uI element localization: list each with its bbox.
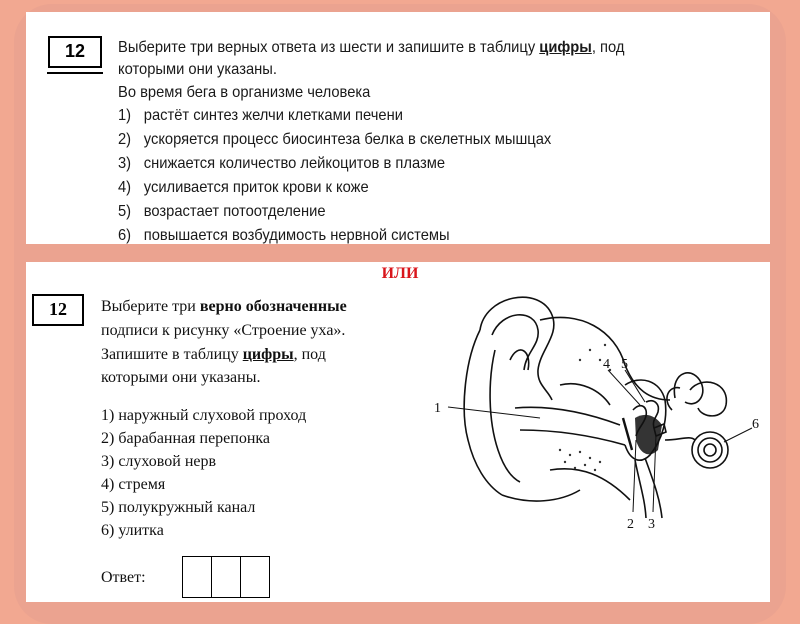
answer-cell-2[interactable] <box>211 556 241 598</box>
top-instruction-bold: цифры <box>539 39 592 56</box>
or-separator: ИЛИ <box>381 265 419 282</box>
auditory-canal-upper <box>515 407 620 425</box>
bottom-instruction-line1: Выберите три верно обозначенные <box>101 298 347 315</box>
top-option-3: 3) снижается количество лейкоцитов в плазме <box>118 155 446 172</box>
bottom-option-4: 4) стремя <box>101 476 166 493</box>
top-instruction-line2: которыми они указаны. <box>118 61 277 78</box>
auditory-canal-lower <box>520 430 625 445</box>
figure-label-4: 4 <box>603 357 610 372</box>
figure-label-1: 1 <box>434 401 441 416</box>
top-option-4: 4) усиливается приток крови к коже <box>118 179 369 196</box>
question-number-bottom: 12 <box>32 294 84 326</box>
bottom-instruction-line2: подписи к рисунку «Строение уха». <box>101 322 346 339</box>
answer-label: Ответ: <box>101 569 146 586</box>
answer-cell-3[interactable] <box>240 556 270 598</box>
answer-cell-1[interactable] <box>182 556 212 598</box>
bottom-option-5: 5) полукружный канал <box>101 499 256 516</box>
bottom-option-1: 1) наружный слуховой проход <box>101 407 307 424</box>
bottom-option-2: 2) барабанная перепонка <box>101 430 271 447</box>
top-question-stem: Во время бега в организме человека <box>118 84 371 101</box>
bottom-instruction-line4: которыми они указаны. <box>101 369 261 386</box>
bottom-option-6: 6) улитка <box>101 522 164 539</box>
top-option-5: 5) возрастает потоотделение <box>118 203 326 220</box>
top-instruction-line1: Выберите три верных ответа из шести и запишите в таблицу цифры, под <box>118 39 625 56</box>
top-option-6: 6) повышается возбудимость нервной системы <box>118 227 450 244</box>
semicircular-canal-2 <box>690 382 726 416</box>
figure-label-5: 5 <box>621 357 628 372</box>
figure-label-2: 2 <box>627 517 634 532</box>
top-option-2: 2) ускоряется процесс биосинтеза белка в скелетных мышцах <box>118 131 552 148</box>
top-option-1: 1) растёт синтез желчи клетками печени <box>118 107 403 124</box>
figure-label-3: 3 <box>648 517 655 532</box>
ear-structure-figure <box>434 290 770 532</box>
bottom-option-3: 3) слуховой нерв <box>101 453 217 470</box>
bottom-instruction-line3: Запишите в таблицу цифры, под <box>101 346 326 363</box>
question-number-top: 12 <box>48 36 102 68</box>
figure-label-6: 6 <box>752 417 759 432</box>
